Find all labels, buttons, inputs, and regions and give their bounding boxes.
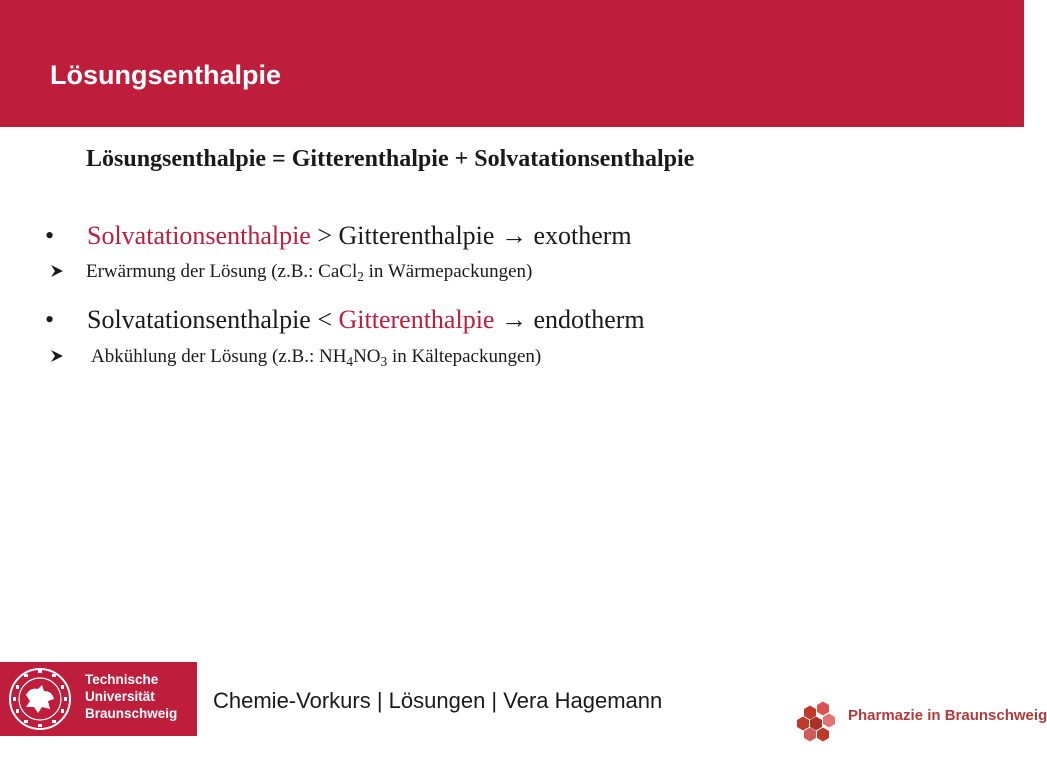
bullet-text: → endotherm [494,305,645,334]
sub-text: Erwärmung der Lösung (z.B.: CaCl [86,261,358,282]
highlight-term: Gitterenthalpie [338,305,495,334]
university-seal-icon [8,667,72,731]
sub-bullet-endotherm [50,344,541,371]
arrow-bullet-icon [50,345,91,371]
sub-text: NO [353,346,381,367]
sub-bullet-exotherm [50,259,532,286]
subscript: 3 [380,353,388,369]
bullet-exotherm [45,219,632,253]
bullet-text: Solvatationsenthalpie < [87,305,339,334]
pharmacy-hexagon-logo-icon [795,703,845,745]
subscript: 4 [346,353,354,369]
university-logo [0,662,197,736]
pharmacy-logo-text: Pharmazie in Braunschweig [848,707,1047,724]
header-banner [0,0,1024,127]
bullet-dot-icon: • [45,305,55,334]
highlight-term: Solvatationsenthalpie [87,221,311,250]
formula-line: Lösungsenthalpie = Gitterenthalpie + Solvatationsenthalpie [86,146,695,172]
university-name [85,671,177,722]
bullet-text: > Gitterenthalpie → exotherm [310,221,632,250]
slide-title: Lösungsenthalpie [50,60,282,90]
sub-text: Abkühlung der Lösung (z.B.: NH [91,346,347,367]
sub-text: in Wärmepackungen) [363,261,533,282]
university-line: Universität [85,689,155,704]
subscript: 2 [357,268,364,284]
university-line: Technische [85,672,159,687]
bullet-dot-icon: • [45,221,55,250]
footer-course-text: Chemie-Vorkurs | Lösungen | Vera Hagemann [213,688,663,713]
university-line: Braunschweig [85,706,178,721]
arrow-bullet-icon [50,260,86,286]
bullet-endotherm [45,303,645,337]
sub-text: in Kältepackungen) [387,346,542,367]
